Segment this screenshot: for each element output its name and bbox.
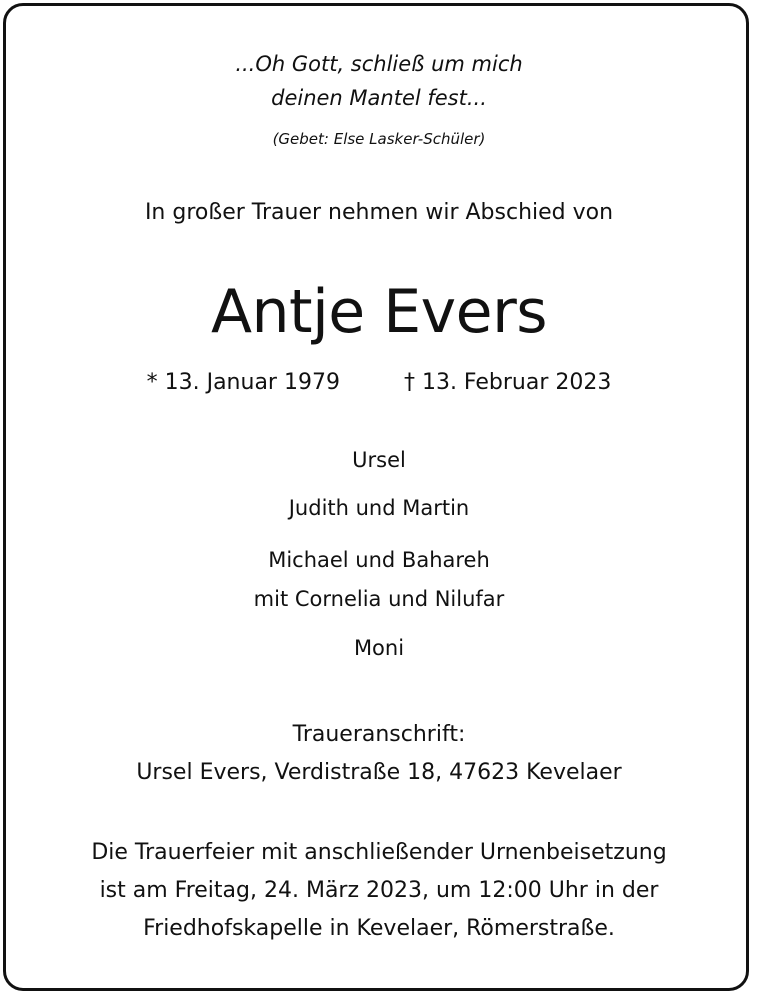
ceremony-line-2: ist am Freitag, 24. März 2023, um 12:00 Uhr in der [99,878,659,903]
quote-source: (Gebet: Else Lasker-Schüler) [272,130,486,148]
deceased-name: Antje Evers [210,277,547,347]
ceremony-line-1: Die Trauerfeier mit anschließender Urnenbeisetzung [91,840,667,865]
quote-line-1: ...Oh Gott, schließ um mich [235,52,523,76]
birth-date: * 13. Januar 1979 [146,370,340,395]
life-dates [0,372,758,394]
death-date: † 13. Februar 2023 [403,370,612,395]
mourner-name: mit Cornelia und Nilufar [253,587,505,611]
quote-line-2: deinen Mantel fest... [271,86,487,110]
address-value: Ursel Evers, Verdistraße 18, 47623 Kevelaer [136,760,622,785]
mourner-name: Ursel [352,448,406,472]
address-label: Traueranschrift: [292,722,466,747]
mourner-name: Michael und Bahareh [268,548,490,572]
intro-text: In großer Trauer nehmen wir Abschied von [144,200,614,225]
mourner-name: Judith und Martin [288,496,470,520]
ceremony-line-3: Friedhofskapelle in Kevelaer, Römerstraße. [143,916,615,941]
mourner-name: Moni [353,636,405,660]
